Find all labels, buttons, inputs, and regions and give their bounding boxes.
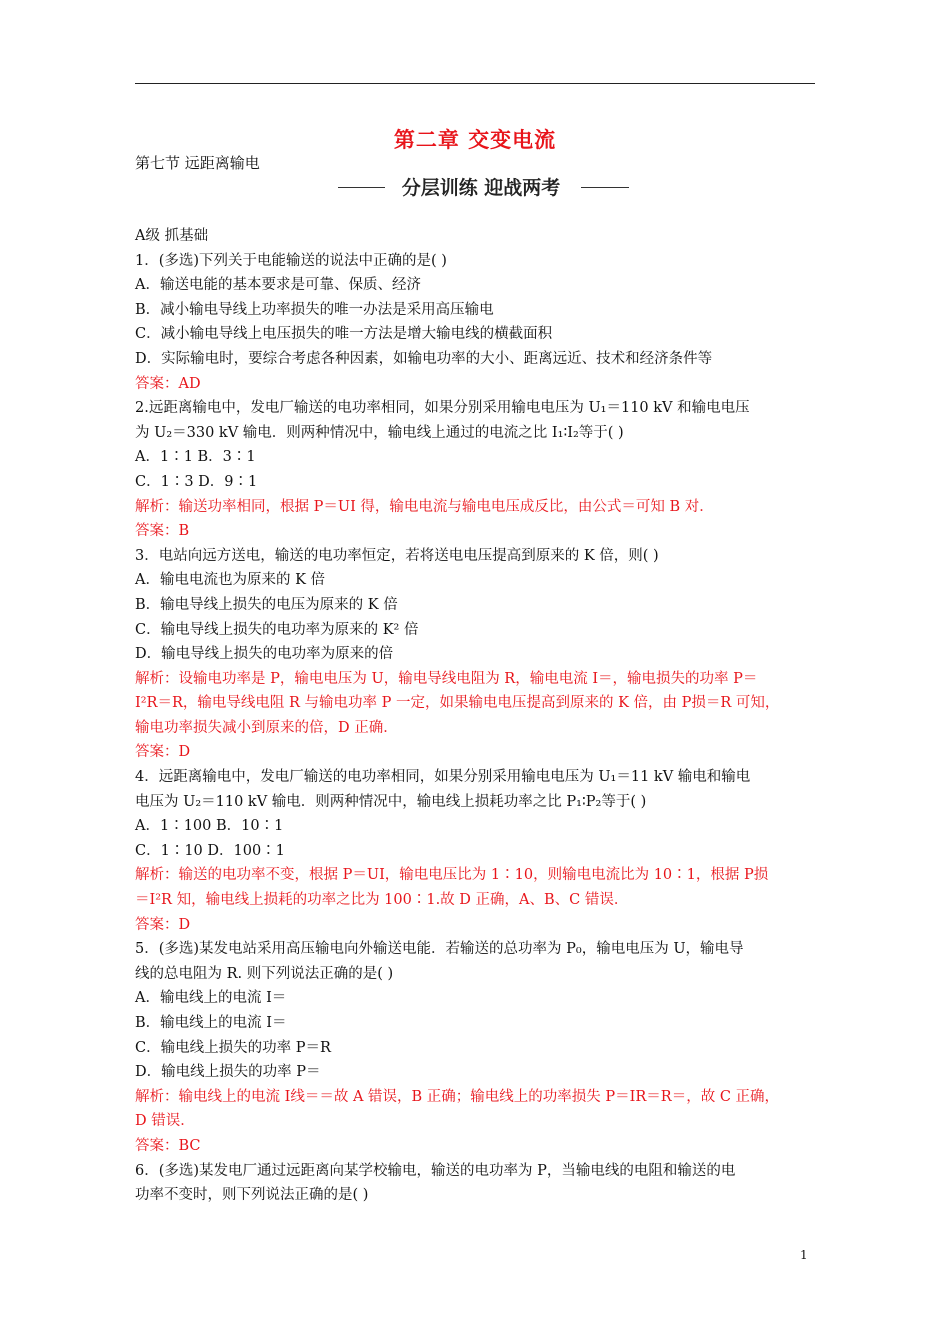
section-title: 第七节 远距离输电: [135, 154, 260, 172]
text-line: C．1∶10 D．100∶1: [135, 842, 285, 859]
text-line: B．减小输电导线上功率损失的唯一办法是采用高压输电: [135, 301, 494, 318]
text-line: A．输电电流也为原来的 K 倍: [135, 572, 326, 589]
text-line: C．输电线上损失的功率 P＝R: [135, 1039, 331, 1056]
text-line: 功率不变时，则下列说法正确的是( ): [135, 1187, 369, 1204]
text-line: 5．(多选)某发电站采用高压输电向外输送电能．若输送的总功率为 P₀，输电电压为 U，输电导: [135, 941, 744, 958]
answer-line: 解析：输送的电功率不变，根据 P＝UI，输电电压比为 1∶10，则输电电流比为 10∶1，根据 P损: [135, 867, 769, 884]
answer-line: 答案：D: [135, 916, 191, 933]
answer-line: 答案：D: [135, 744, 191, 761]
text-line: B．输电线上的电流 I＝: [135, 1015, 287, 1031]
page-number: 1: [800, 1248, 808, 1262]
answer-line: I²R＝R，输电导线电阻 R 与输电功率 P 一定，如果输电电压提高到原来的 K 倍，由 P损＝R 可知，: [135, 695, 780, 712]
answer-line: D 错误．: [135, 1113, 195, 1130]
text-line: 3．电站向远方送电，输送的电功率恒定，若将送电电压提高到原来的 K 倍，则( ): [135, 547, 659, 564]
text-line: A．1∶100 B．10∶1: [135, 818, 284, 835]
text-line: C．1∶3 D．9∶1: [135, 473, 258, 490]
text-line: 线的总电阻为 R. 则下列说法正确的是( ): [135, 965, 394, 982]
text-line: C．减小输电导线上电压损失的唯一方法是增大输电线的横截面积: [135, 326, 553, 343]
text-line: 1．(多选)下列关于电能输送的说法中正确的是( ): [135, 252, 447, 269]
text-line: 为 U₂＝330 kV 输电．则两种情况中，输电线上通过的电流之比 I₁∶I₂等于( ): [135, 424, 624, 441]
header-rule: [135, 83, 815, 84]
text-line: C．输电导线上损失的电功率为原来的 K² 倍: [135, 621, 419, 638]
answer-line: 输电功率损失减小到原来的倍，D 正确．: [135, 719, 398, 736]
answer-line: 解析：设输电功率是 P，输电电压为 U，输电导线电阻为 R，输电电流 I＝，输电损失的功率 P＝: [135, 670, 758, 687]
text-line: 6．(多选)某发电厂通过远距离向某学校输电，输送的电功率为 P，当输电线的电阻和输送的电: [135, 1162, 736, 1179]
answer-line: 解析：输送功率相同，根据 P＝UI 得，输电电流与输电电压成反比，由公式＝可知 B 对．: [135, 498, 714, 515]
text-line: 电压为 U₂＝110 kV 输电．则两种情况中，输电线上损耗功率之比 P₁∶P₂等于( ): [135, 793, 647, 810]
answer-line: ＝I²R 知，输电线上损耗的功率之比为 100∶1.故 D 正确，A、B、C 错误．: [135, 892, 629, 909]
answer-line: 答案：BC: [135, 1137, 201, 1154]
banner-text: 分层训练 迎战两考: [401, 177, 561, 199]
banner-line-left: [338, 187, 385, 188]
answer-line: 答案：B: [135, 523, 190, 540]
chapter-title: 第二章 交变电流: [393, 127, 557, 152]
document-body: [135, 224, 815, 1208]
text-line: A级 抓基础: [135, 228, 209, 244]
text-line: D．输电线上损失的功率 P＝: [135, 1064, 321, 1081]
text-line: 4．远距离输电中，发电厂输送的电功率相同，如果分别采用输电电压为 U₁＝11 kV 输电和输电: [135, 769, 751, 786]
banner-line-right: [581, 187, 629, 188]
text-line: A．输电线上的电流 I＝: [135, 990, 287, 1007]
text-line: D．输电导线上损失的电功率为原来的倍: [135, 646, 394, 663]
text-line: A．输送电能的基本要求是可靠、保质、经济: [135, 277, 421, 294]
text-line: D．实际输电时，要综合考虑各种因素，如输电功率的大小、距离远近、技术和经济条件等: [135, 350, 713, 367]
text-line: A．1∶1 B．3∶1: [135, 449, 256, 466]
banner: [328, 173, 628, 203]
text-line: B．输电导线上损失的电压为原来的 K 倍: [135, 596, 398, 613]
answer-line: 解析：输电线上的电流 I线＝＝故 A 错误，B 正确；输电线上的功率损失 P＝IR＝R＝，故 C 正确，: [135, 1088, 780, 1105]
answer-line: 答案：AD: [135, 375, 201, 392]
text-line: 2.远距离输电中，发电厂输送的电功率相同，如果分别采用输电电压为 U₁＝110 kV 和输电电压: [135, 400, 750, 417]
